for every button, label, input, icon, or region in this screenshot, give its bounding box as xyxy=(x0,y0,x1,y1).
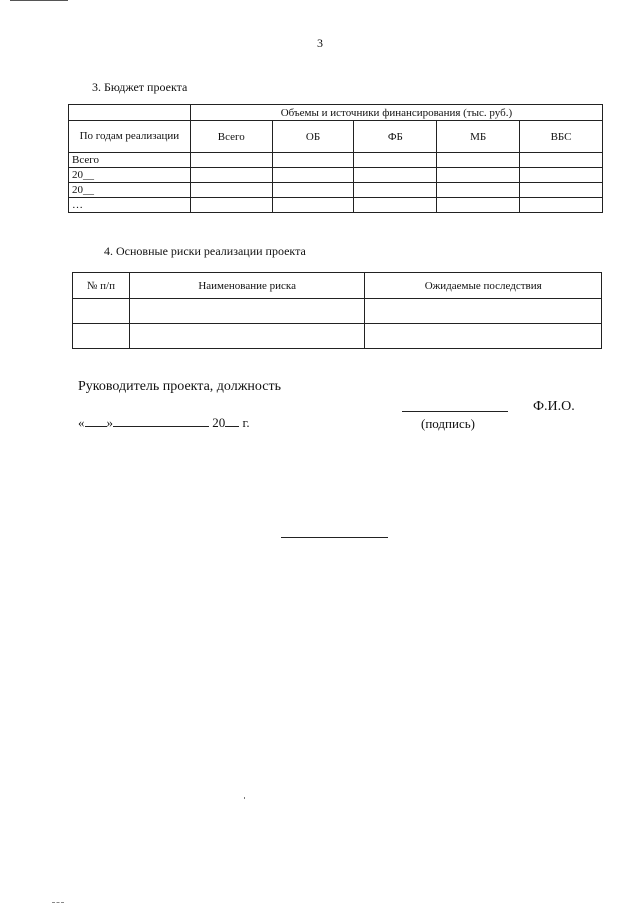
budget-cell[interactable] xyxy=(190,183,272,198)
signature-line[interactable] xyxy=(402,411,508,412)
budget-cell[interactable] xyxy=(272,153,354,168)
budget-heading: 3. Бюджет проекта xyxy=(92,80,188,94)
scan-speck xyxy=(244,797,245,799)
date-year-suffix: г. xyxy=(242,415,250,430)
risks-col-consequences: Ожидаемые последствия xyxy=(365,273,602,299)
page-number: 3 xyxy=(317,36,323,50)
table-row xyxy=(69,198,603,213)
budget-cell[interactable] xyxy=(354,153,437,168)
bottom-edge-mark xyxy=(52,902,64,903)
budget-cell[interactable] xyxy=(520,168,603,183)
budget-col-vbs: ВБС xyxy=(520,121,603,153)
signature-caption: (подпись) xyxy=(421,416,475,431)
budget-cell[interactable] xyxy=(437,168,520,183)
budget-cell[interactable] xyxy=(190,153,272,168)
budget-cell[interactable] xyxy=(354,168,437,183)
risks-cell[interactable] xyxy=(129,324,365,349)
month-blank[interactable] xyxy=(113,414,209,427)
budget-cell[interactable] xyxy=(272,183,354,198)
budget-cell[interactable] xyxy=(437,198,520,213)
budget-cell[interactable] xyxy=(520,198,603,213)
date-line xyxy=(78,414,250,431)
budget-cell[interactable] xyxy=(190,198,272,213)
budget-row-label: … xyxy=(69,198,191,213)
risks-cell[interactable] xyxy=(365,324,602,349)
budget-cell[interactable] xyxy=(272,168,354,183)
budget-table xyxy=(68,104,603,213)
signature-title: Руководитель проекта, должность xyxy=(78,379,281,394)
budget-row-label: 20__ xyxy=(69,168,191,183)
table-row xyxy=(73,324,602,349)
name-caption: Ф.И.О. xyxy=(533,399,575,414)
budget-col-fb: ФБ xyxy=(354,121,437,153)
budget-cell[interactable] xyxy=(190,168,272,183)
budget-col-total: Всего xyxy=(190,121,272,153)
risks-heading: 4. Основные риски реализации проекта xyxy=(104,244,306,258)
table-row xyxy=(69,153,603,168)
budget-cell[interactable] xyxy=(520,183,603,198)
budget-cell[interactable] xyxy=(437,183,520,198)
year-blank[interactable] xyxy=(225,414,239,427)
budget-cell[interactable] xyxy=(272,198,354,213)
top-edge-rule xyxy=(10,0,68,1)
budget-col-ob: ОБ xyxy=(272,121,354,153)
end-of-document-rule xyxy=(281,537,388,538)
date-quote-close: » xyxy=(106,415,113,430)
budget-corner-cell xyxy=(69,105,191,121)
budget-group-header: Объемы и источники финансирования (тыс. руб.) xyxy=(190,105,602,121)
date-quote-open: « xyxy=(78,415,85,430)
date-year-prefix: 20 xyxy=(212,415,226,430)
budget-cell[interactable] xyxy=(354,198,437,213)
budget-row-label: 20__ xyxy=(69,183,191,198)
budget-cell[interactable] xyxy=(520,153,603,168)
budget-col-mb: МБ xyxy=(437,121,520,153)
risks-table xyxy=(72,272,602,349)
budget-row-label: Всего xyxy=(69,153,191,168)
budget-cell[interactable] xyxy=(354,183,437,198)
table-row xyxy=(69,168,603,183)
risks-cell[interactable] xyxy=(73,299,130,324)
table-row xyxy=(69,183,603,198)
table-row xyxy=(73,299,602,324)
budget-col-years: По годам реализации xyxy=(69,121,191,153)
budget-cell[interactable] xyxy=(437,153,520,168)
risks-cell[interactable] xyxy=(365,299,602,324)
risks-col-number: № п/п xyxy=(73,273,130,299)
risks-cell[interactable] xyxy=(73,324,130,349)
day-blank[interactable] xyxy=(85,414,107,427)
risks-cell[interactable] xyxy=(129,299,365,324)
risks-col-name: Наименование риска xyxy=(129,273,365,299)
